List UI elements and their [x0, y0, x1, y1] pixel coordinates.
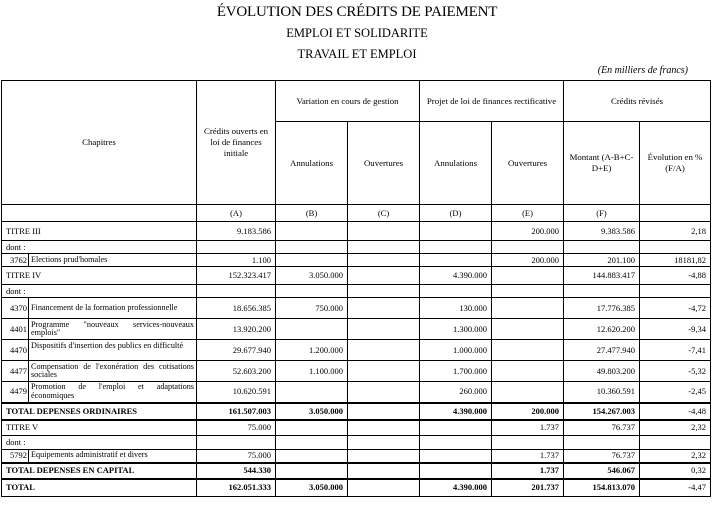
header-variation-group: Variation en cours de gestion — [276, 81, 420, 122]
table-row-grand-total — [2, 479, 711, 497]
cell-pct: 18181,82 — [640, 254, 711, 267]
cell-e: 1.737 — [492, 463, 564, 479]
chapter-code: 4477 — [2, 361, 29, 382]
cell-b: 1.200.000 — [276, 340, 348, 361]
page-title: ÉVOLUTION DES CRÉDITS DE PAIEMENT — [216, 4, 498, 20]
cell-b: 3.050.000 — [276, 403, 348, 420]
cell-b — [276, 222, 348, 241]
page-subtitle-section: TRAVAIL ET EMPLOI — [297, 47, 417, 61]
table-row — [2, 319, 711, 340]
cell-pct: -9,34 — [640, 319, 711, 340]
cell-a: 161.507.003 — [197, 403, 276, 420]
cell-d — [420, 222, 492, 241]
header-letter-d: (D) — [420, 205, 492, 222]
header-projet-group: Projet de loi de finances rectificative — [420, 81, 564, 122]
cell-a: 544.330 — [197, 463, 276, 479]
header-letter-blank — [2, 205, 197, 222]
cell-a: 162.051.333 — [197, 479, 276, 497]
cell-f: 76.737 — [564, 450, 640, 463]
cell-f: 49.803.200 — [564, 361, 640, 382]
chapter-code: 4470 — [2, 340, 29, 361]
cell-a: 18.656.385 — [197, 298, 276, 319]
row-label: TITRE V — [2, 420, 197, 436]
cell-d: 1.000.000 — [420, 340, 492, 361]
cell-f: 10.360.591 — [564, 382, 640, 403]
cell-f: 154.267.003 — [564, 403, 640, 420]
chapter-label — [29, 382, 197, 403]
cell-a: 52.603.200 — [197, 361, 276, 382]
cell-d: 260.000 — [420, 382, 492, 403]
page-subtitle-ministry: EMPLOI ET SOLIDARITE — [286, 26, 428, 40]
chapter-label: Financement de la formation professionnelle — [29, 298, 197, 319]
header-ouvertures-c: Ouvertures — [348, 122, 420, 205]
cell-b: 3.050.000 — [276, 267, 348, 285]
chapter-label — [29, 319, 197, 340]
header-letter-b: (B) — [276, 205, 348, 222]
cell-pct: -4,47 — [640, 479, 711, 497]
header-letter-f: (F) — [564, 205, 640, 222]
cell-d: 4.390.000 — [420, 403, 492, 420]
table-row — [2, 450, 711, 463]
cell-pct: -4,72 — [640, 298, 711, 319]
header-evolution: Évolution en % (F/A) — [640, 122, 711, 205]
cell-f: 154.813.070 — [564, 479, 640, 497]
cell-e: 200.000 — [492, 403, 564, 420]
row-label: TITRE III — [2, 222, 197, 241]
table-row — [2, 241, 711, 254]
table-row — [2, 361, 711, 382]
cell-f: 546.067 — [564, 463, 640, 479]
cell-pct: -5,32 — [640, 361, 711, 382]
cell-f: 144.883.417 — [564, 267, 640, 285]
chapter-code: 4370 — [2, 298, 29, 319]
cell-f: 17.776.385 — [564, 298, 640, 319]
table-row-total — [2, 463, 711, 479]
table-row — [2, 340, 711, 361]
row-label: TOTAL DEPENSES ORDINAIRES — [2, 403, 197, 420]
header-revises-group: Crédits révisés — [564, 81, 711, 122]
chapter-code: 4401 — [2, 319, 29, 340]
table-row — [2, 254, 711, 267]
cell-a: 29.677.940 — [197, 340, 276, 361]
cell-a: 152.323.417 — [197, 267, 276, 285]
table-row — [2, 382, 711, 403]
cell-a: 9.183.586 — [197, 222, 276, 241]
header-montant: Montant (A-B+C-D+E) — [564, 122, 640, 205]
table-row — [2, 222, 711, 241]
chapter-label-text: Promotion de l'emploi et adaptations économiques — [31, 383, 194, 400]
chapter-label — [29, 361, 197, 382]
cell-f: 27.477.940 — [564, 340, 640, 361]
cell-d: 4.390.000 — [420, 267, 492, 285]
table-row — [2, 267, 711, 285]
cell-d: 4.390.000 — [420, 479, 492, 497]
cell-e: 200.000 — [492, 254, 564, 267]
cell-pct: 2,32 — [640, 450, 711, 463]
row-label: TOTAL DEPENSES EN CAPITAL — [2, 463, 197, 479]
cell-pct: -7,41 — [640, 340, 711, 361]
header-letter-c: (C) — [348, 205, 420, 222]
chapter-code: 4479 — [2, 382, 29, 403]
cell-b: 3.050.000 — [276, 479, 348, 497]
dont-label: dont : — [2, 436, 197, 450]
header-credits-ouverts: Crédits ouverts en loi de finances initiale — [197, 81, 276, 205]
chapter-label-text: Dispositifs d'insertion des publics en difficulté — [31, 341, 184, 350]
header-letter-e: (E) — [492, 205, 564, 222]
chapter-label — [29, 340, 197, 361]
cell-a: 13.920.200 — [197, 319, 276, 340]
header-chapitres: Chapitres — [2, 81, 197, 205]
header-letter-a: (A) — [197, 205, 276, 222]
cell-d: 1.700.000 — [420, 361, 492, 382]
row-label: TOTAL — [2, 479, 197, 497]
cell-c — [348, 222, 420, 241]
header-letter-blank — [640, 205, 711, 222]
chapter-label-text: Compensation de l'exonération des cotisations sociales — [31, 362, 194, 380]
table-row — [2, 420, 711, 436]
cell-d: 1.300.000 — [420, 319, 492, 340]
header-annulations-d: Annulations — [420, 122, 492, 205]
cell-f: 201.100 — [564, 254, 640, 267]
table-row — [2, 298, 711, 319]
cell-pct: 2,18 — [640, 222, 711, 241]
cell-a: 1.100 — [197, 254, 276, 267]
cell-pct: 2,32 — [640, 420, 711, 436]
cell-pct: -4,48 — [640, 403, 711, 420]
dont-label: dont : — [2, 285, 197, 298]
cell-d: 130.000 — [420, 298, 492, 319]
cell-b: 1.100.000 — [276, 361, 348, 382]
cell-pct: 0,32 — [640, 463, 711, 479]
header-ouvertures-e: Ouvertures — [492, 122, 564, 205]
chapter-label-text: Programme "nouveaux services-nouveaux emplois" — [31, 320, 194, 338]
cell-a: 10.620.591 — [197, 382, 276, 403]
cell-a: 75.000 — [197, 450, 276, 463]
row-label: TITRE IV — [2, 267, 197, 285]
table-row — [2, 436, 711, 450]
credits-table — [1, 80, 711, 497]
table-row — [2, 285, 711, 298]
cell-a: 75.000 — [197, 420, 276, 436]
chapter-code: 5792 — [2, 450, 29, 463]
chapter-label: Equipements administratif et divers — [29, 450, 197, 463]
cell-e: 200.000 — [492, 222, 564, 241]
chapter-label: Elections prud'homales — [29, 254, 197, 267]
cell-f: 9.383.586 — [564, 222, 640, 241]
header-annulations-b: Annulations — [276, 122, 348, 205]
cell-pct: -4,88 — [640, 267, 711, 285]
cell-b: 750.000 — [276, 298, 348, 319]
chapter-code: 3762 — [2, 254, 29, 267]
unit-note: (En milliers de francs) — [597, 65, 688, 76]
dont-label: dont : — [2, 241, 197, 254]
cell-e: 1.737 — [492, 420, 564, 436]
cell-e: 201.737 — [492, 479, 564, 497]
cell-pct: -2,45 — [640, 382, 711, 403]
table-row-total — [2, 403, 711, 420]
cell-e: 1.737 — [492, 450, 564, 463]
cell-f: 76.737 — [564, 420, 640, 436]
cell-f: 12.620.200 — [564, 319, 640, 340]
